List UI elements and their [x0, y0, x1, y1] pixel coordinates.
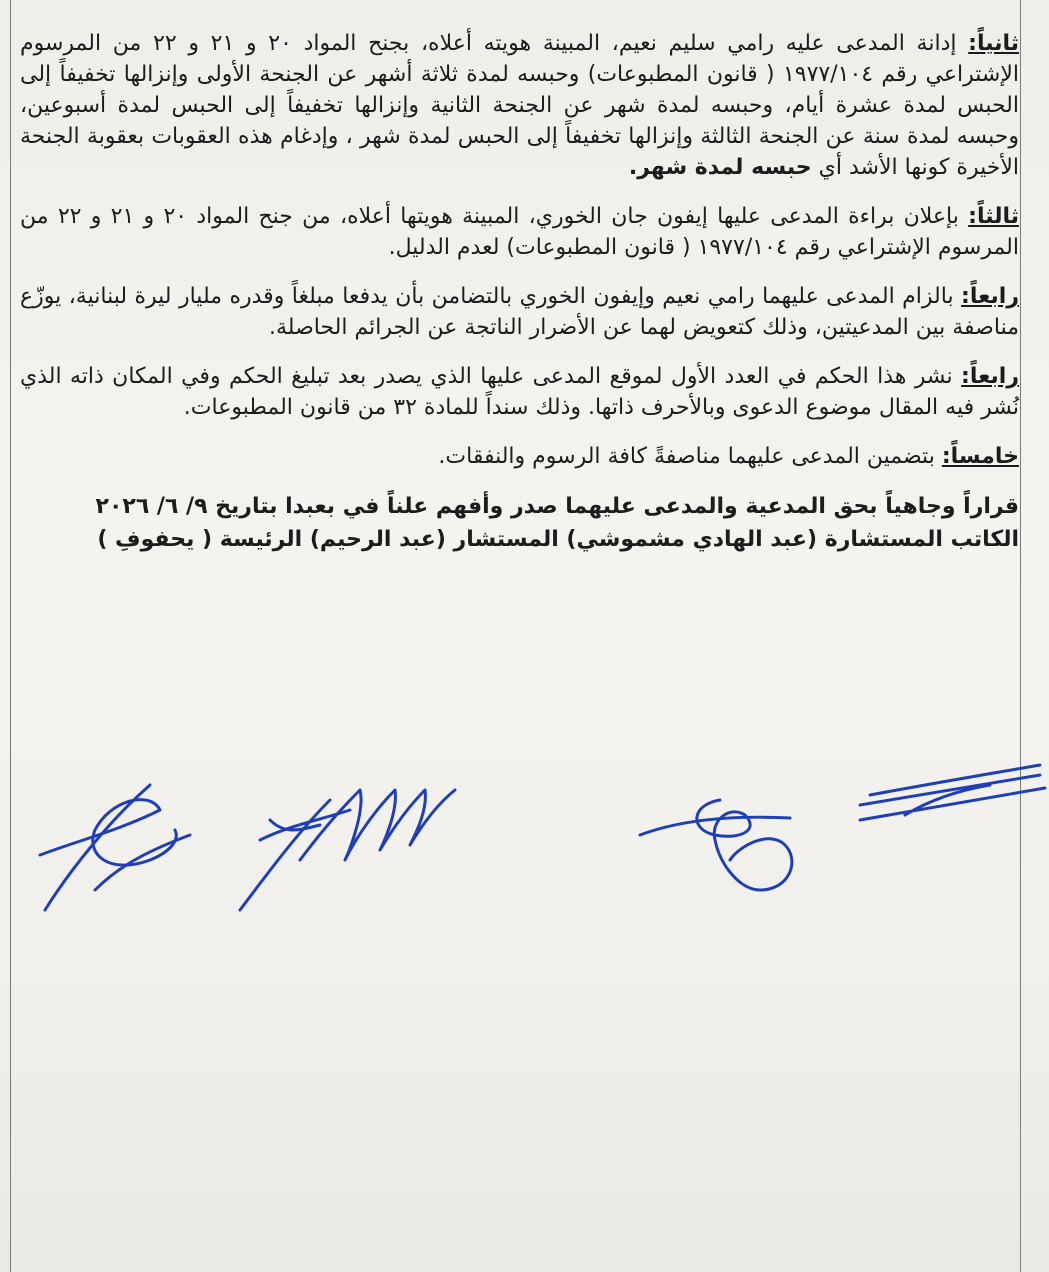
verdict-closing-line: قراراً وجاهياً بحق المدعية والمدعى عليهما صدر وأفهم علناً في بعبدا بتاريخ ٩/ ٦/ ٢٠٢٦ — [95, 494, 1019, 519]
paragraph-fifth — [20, 441, 1019, 472]
paragraph-fourth-b — [20, 361, 1019, 423]
signers-line: الكاتب المستشارة (عبد الهادي مشموشي) المستشار (عبد الرحيم) الرئيسة ( يحفوفِ ) — [97, 527, 1019, 552]
document-body — [20, 28, 1019, 556]
paragraph-lead: ثانياً: — [968, 31, 1019, 56]
signature-counselor-1 — [240, 790, 455, 910]
paragraph-fourth — [20, 281, 1019, 343]
paragraph-tail: حبسه لمدة شهر. — [628, 155, 812, 180]
paragraph-lead: ثالثاً: — [968, 204, 1019, 229]
signature-clerk — [40, 785, 190, 910]
paragraph-second — [20, 28, 1019, 183]
handwritten-signatures — [0, 760, 1049, 960]
signature-counselor-2 — [640, 800, 792, 890]
paragraph-text: نشر هذا الحكم في العدد الأول لموقع المدعى عليها الذي يصدر بعد تبليغ الحكم وفي المكان ذاته الذي نُشر فيه المقال موضوع الدعوى وبالأحرف ذاتها. وذلك سنداً للمادة ٣٢ من قانون المطبوعات. — [20, 364, 1019, 420]
paragraph-lead: خامساً: — [941, 444, 1019, 469]
signature-president — [860, 765, 1045, 820]
paragraph-text: بالزام المدعى عليهما رامي نعيم وإيفون الخوري بالتضامن بأن يدفعا مبلغاً وقدره مليار ليرة لبنانية، يوزّع مناصفة بين المدعيتين، وذلك كتعويض لهما عن الأضرار الناتجة عن الجرائم الحاصلة. — [20, 284, 1019, 340]
paragraph-text: إدانة المدعى عليه رامي سليم نعيم، المبينة هويته أعلاه، بجنح المواد ٢٠ و ٢١ و ٢٢ من المرسوم الإشتراعي رقم ١٩٧٧/١٠٤ ( قانون المطبوعات) وحبسه لمدة ثلاثة أشهر عن الجنحة الأولى وإنزالها تخفيفاً إلى الحبس لمدة عشرة أيام، وحبسه لمدة شهر عن الجنحة الثانية وإنزالها تخفيفاً إلى الحبس لمدة أسبوعين، وحبسه لمدة سنة عن الجنحة الثالثة وإنزالها تخفيفاً إلى الحبس لمدة شهر ، وإدغام هذه العقوبات بعقوبة الجنحة الأخيرة كونها الأشد أي — [20, 31, 1020, 180]
paragraph-text: بإعلان براءة المدعى عليها إيفون جان الخوري، المبينة هويتها أعلاه، من جنح المواد ٢٠ و ٢١ و ٢٢ من المرسوم الإشتراعي رقم ١٩٧٧/١٠٤ ( قانون المطبوعات) لعدم الدليل. — [20, 204, 1019, 260]
blank-area — [0, 960, 1049, 1272]
paragraph-lead: رابعاً: — [961, 364, 1019, 389]
paragraph-third — [20, 201, 1019, 263]
paragraph-text: بتضمين المدعى عليهما مناصفةً كافة الرسوم والنفقات. — [438, 444, 942, 469]
paragraph-lead: رابعاً: — [961, 284, 1019, 309]
